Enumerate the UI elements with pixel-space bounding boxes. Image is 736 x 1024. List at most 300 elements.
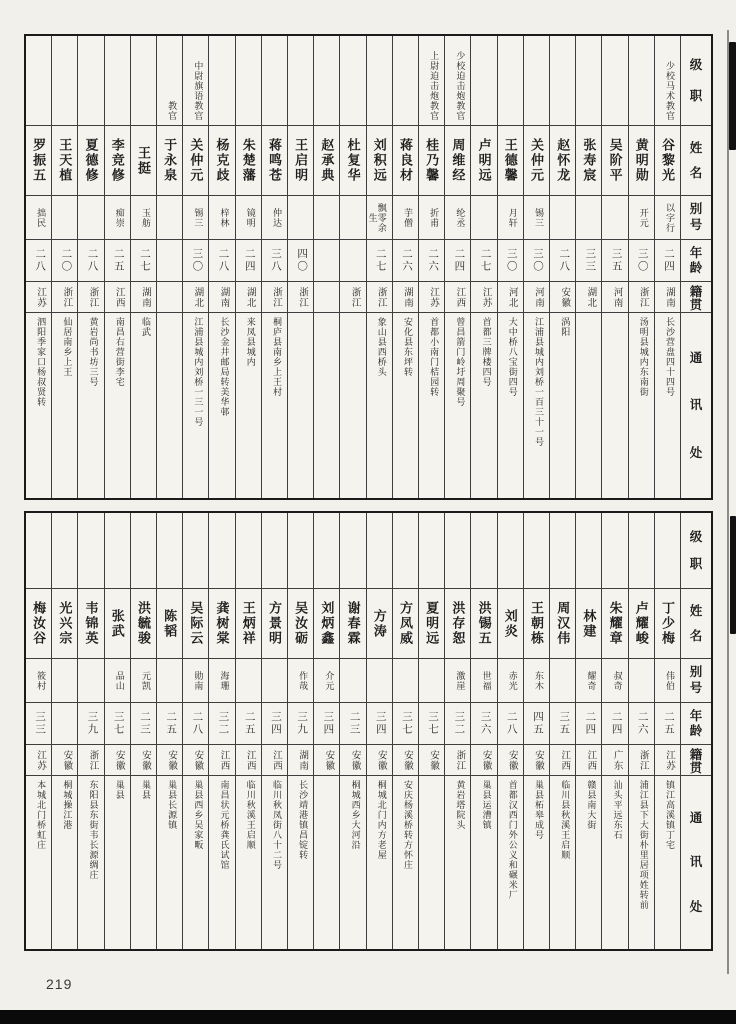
person-alias: 玉舫 bbox=[131, 196, 156, 240]
row-header-char: 级 bbox=[689, 530, 703, 544]
person-name: 关仲元 bbox=[524, 126, 549, 196]
person-age: 三八 bbox=[262, 240, 287, 282]
person-alias: 筱村 bbox=[26, 659, 51, 703]
person-rank bbox=[183, 513, 208, 589]
person-address: 南昌右营街李宅 bbox=[114, 317, 125, 387]
row-header-char: 号 bbox=[689, 218, 703, 233]
person-alias: 锡三 bbox=[524, 196, 549, 240]
person-age: 三〇 bbox=[498, 240, 523, 282]
person-age: 三〇 bbox=[524, 240, 549, 282]
row-header-name bbox=[681, 126, 711, 196]
person-address: 临川秋凤街八十二号 bbox=[271, 780, 282, 870]
person-alias bbox=[314, 196, 339, 240]
person-name: 朱耀章 bbox=[602, 589, 627, 659]
person-native: 安徽 bbox=[367, 745, 392, 776]
person-native: 湖南 bbox=[209, 282, 234, 313]
right-scan-mark-top bbox=[729, 42, 736, 150]
person-age: 三三 bbox=[26, 703, 51, 745]
person-column bbox=[26, 513, 51, 949]
person-native: 江苏 bbox=[26, 282, 51, 313]
person-alias: 勋南 bbox=[183, 659, 208, 703]
person-native: 江西 bbox=[236, 745, 261, 776]
person-rank bbox=[314, 513, 339, 589]
person-native: 浙江 bbox=[445, 745, 470, 776]
person-age: 二三 bbox=[131, 703, 156, 745]
person-age: 三五 bbox=[550, 703, 575, 745]
person-rank bbox=[236, 513, 261, 589]
person-column bbox=[26, 36, 51, 498]
person-rank bbox=[26, 36, 51, 126]
person-native: 河南 bbox=[524, 282, 549, 313]
row-header-char: 贯 bbox=[689, 297, 703, 312]
person-native: 浙江 bbox=[78, 745, 103, 776]
person-age: 二六 bbox=[419, 240, 444, 282]
person-column bbox=[287, 513, 313, 949]
row-header-char: 职 bbox=[689, 556, 703, 571]
person-native: 河南 bbox=[602, 282, 627, 313]
row-header-alias bbox=[681, 196, 711, 240]
person-alias: 品山 bbox=[105, 659, 130, 703]
person-column bbox=[77, 36, 103, 498]
person-column bbox=[601, 513, 627, 949]
person-address: 桐城西乡大河沿 bbox=[350, 780, 361, 850]
person-rank bbox=[498, 36, 523, 126]
person-address: 巢县柘皋成号 bbox=[533, 780, 544, 840]
person-rank bbox=[78, 36, 103, 126]
person-age: 二八 bbox=[183, 703, 208, 745]
person-address: 曾昌箭门岭圩周聚号 bbox=[455, 317, 466, 407]
person-rank: 上尉迫击炮教官 bbox=[419, 36, 444, 126]
person-column bbox=[287, 36, 313, 498]
person-age: 三〇 bbox=[629, 240, 654, 282]
row-header-column bbox=[680, 36, 711, 498]
person-name: 蒋鸣苍 bbox=[262, 126, 287, 196]
person-rank bbox=[550, 513, 575, 589]
person-name: 洪锡五 bbox=[471, 589, 496, 659]
right-scan-mark-middle bbox=[730, 516, 736, 634]
person-address: 巢县西乡吴家畈 bbox=[193, 780, 204, 850]
person-name: 张寿宸 bbox=[576, 126, 601, 196]
person-name: 韦锦英 bbox=[78, 589, 103, 659]
person-alias: 元凯 bbox=[131, 659, 156, 703]
person-native: 江西 bbox=[576, 745, 601, 776]
person-alias: 海珊 bbox=[209, 659, 234, 703]
person-address: 长沙营盘四十四号 bbox=[665, 317, 675, 397]
person-name: 李竞修 bbox=[105, 126, 130, 196]
row-header-address bbox=[681, 313, 711, 498]
person-alias bbox=[78, 659, 103, 703]
person-name: 陈韬 bbox=[157, 589, 182, 659]
person-column bbox=[261, 513, 287, 949]
person-rank bbox=[314, 36, 339, 126]
person-address bbox=[419, 776, 444, 949]
row-header-address bbox=[681, 776, 711, 949]
person-rank: 教官 bbox=[157, 36, 182, 126]
person-name: 杨克歧 bbox=[209, 126, 234, 196]
person-age: 三七 bbox=[105, 703, 130, 745]
person-age: 三九 bbox=[288, 703, 313, 745]
person-alias bbox=[393, 659, 418, 703]
person-rank bbox=[576, 513, 601, 589]
right-page-edge-artifact bbox=[727, 30, 729, 974]
person-alias: 激崖 bbox=[445, 659, 470, 703]
row-header-rank bbox=[681, 513, 711, 589]
person-address: 黄岩尚书坊三号 bbox=[88, 317, 99, 387]
row-header-char: 姓 bbox=[689, 141, 703, 155]
row-header-age bbox=[681, 240, 711, 282]
person-address: 本城北门桥虹庄 bbox=[36, 780, 47, 850]
person-rank bbox=[157, 513, 182, 589]
person-column bbox=[418, 36, 444, 498]
person-native: 江西 bbox=[550, 745, 575, 776]
person-name: 于永泉 bbox=[157, 126, 182, 196]
row-header-name bbox=[681, 589, 711, 659]
person-alias: 痴崇 bbox=[105, 196, 130, 240]
page-number: 219 bbox=[46, 976, 73, 992]
person-age: 二八 bbox=[209, 240, 234, 282]
person-alias bbox=[471, 196, 496, 240]
person-name: 吴际云 bbox=[183, 589, 208, 659]
person-native: 浙江 bbox=[288, 282, 313, 313]
person-alias bbox=[550, 196, 575, 240]
person-name: 王德馨 bbox=[498, 126, 523, 196]
person-native: 湖北 bbox=[576, 282, 601, 313]
person-column bbox=[130, 36, 156, 498]
person-age: 三九 bbox=[78, 703, 103, 745]
person-alias: 纶丞 bbox=[445, 196, 470, 240]
person-address: 首都小南门桔园转 bbox=[429, 317, 440, 397]
person-age: 三五 bbox=[602, 240, 627, 282]
person-rank bbox=[419, 513, 444, 589]
person-rank bbox=[105, 36, 130, 126]
row-header-char: 通 bbox=[689, 810, 703, 825]
person-rank bbox=[524, 513, 549, 589]
person-column bbox=[654, 513, 680, 949]
person-name: 梅汝谷 bbox=[26, 589, 51, 659]
person-native: 浙江 bbox=[629, 745, 654, 776]
person-name: 谷黎光 bbox=[655, 126, 680, 196]
person-native: 浙江 bbox=[340, 282, 365, 313]
person-native: 安徽 bbox=[340, 745, 365, 776]
person-age: 二四 bbox=[655, 240, 680, 282]
person-address bbox=[288, 313, 313, 498]
person-name: 洪存恕 bbox=[445, 589, 470, 659]
person-column bbox=[470, 36, 496, 498]
person-rank bbox=[629, 36, 654, 126]
person-address: 安化县东坪转 bbox=[402, 317, 413, 377]
person-rank bbox=[209, 36, 234, 126]
person-native: 安徽 bbox=[105, 745, 130, 776]
person-address: 汤明县城内东南街 bbox=[638, 317, 649, 397]
person-alias: 飘零余生 bbox=[367, 196, 392, 240]
person-age: 二七 bbox=[131, 240, 156, 282]
person-rank bbox=[471, 513, 496, 589]
person-alias: 东木 bbox=[524, 659, 549, 703]
person-address: 临川县秋溪王启顺 bbox=[560, 780, 571, 860]
person-address: 桐城操江港 bbox=[62, 780, 73, 830]
person-native: 安徽 bbox=[419, 745, 444, 776]
person-column bbox=[77, 513, 103, 949]
person-age bbox=[52, 703, 77, 745]
person-address: 仙居南乡上王 bbox=[62, 317, 73, 377]
person-alias bbox=[550, 659, 575, 703]
person-column bbox=[497, 513, 523, 949]
person-name: 周汉伟 bbox=[550, 589, 575, 659]
person-age: 二〇 bbox=[52, 240, 77, 282]
person-alias: 叔奇 bbox=[602, 659, 627, 703]
person-native: 湖南 bbox=[655, 282, 680, 313]
person-age: 二八 bbox=[498, 703, 523, 745]
person-rank bbox=[393, 513, 418, 589]
person-alias: 镜明 bbox=[236, 196, 261, 240]
roster-table-bottom bbox=[24, 511, 713, 951]
person-age: 三七 bbox=[419, 703, 444, 745]
row-header-char: 名 bbox=[689, 628, 703, 643]
person-alias: 耀奇 bbox=[576, 659, 601, 703]
person-rank bbox=[471, 36, 496, 126]
person-alias bbox=[157, 659, 182, 703]
person-address: 江浦县城内刘桥一百三十一号 bbox=[533, 317, 544, 447]
person-age: 三四 bbox=[262, 703, 287, 745]
row-header-char: 处 bbox=[689, 899, 703, 914]
row-header-char: 别 bbox=[689, 665, 703, 680]
person-rank bbox=[602, 36, 627, 126]
person-age: 三二 bbox=[445, 703, 470, 745]
row-header-rank bbox=[681, 36, 711, 126]
person-column bbox=[235, 513, 261, 949]
person-column bbox=[523, 513, 549, 949]
person-rank bbox=[498, 513, 523, 589]
person-column bbox=[601, 36, 627, 498]
row-header-char: 别 bbox=[689, 202, 703, 217]
person-rank bbox=[393, 36, 418, 126]
person-name: 刘炳鑫 bbox=[314, 589, 339, 659]
person-native: 浙江 bbox=[367, 282, 392, 313]
person-address: 巢县 bbox=[140, 780, 151, 800]
person-alias bbox=[629, 659, 654, 703]
person-column bbox=[444, 36, 470, 498]
person-column bbox=[51, 36, 77, 498]
person-rank bbox=[288, 513, 313, 589]
person-alias bbox=[157, 196, 182, 240]
person-native: 安徽 bbox=[157, 745, 182, 776]
person-age: 二五 bbox=[157, 703, 182, 745]
person-alias: 伟伯 bbox=[655, 659, 680, 703]
person-age: 二八 bbox=[78, 240, 103, 282]
person-column bbox=[549, 513, 575, 949]
person-native: 河北 bbox=[498, 282, 523, 313]
person-address: 巢县运漕镇 bbox=[481, 780, 492, 830]
person-column bbox=[366, 513, 392, 949]
person-address: 桐庐县南乡上王村 bbox=[271, 317, 282, 397]
person-column bbox=[654, 36, 680, 498]
person-name: 龚树棠 bbox=[209, 589, 234, 659]
person-column bbox=[392, 513, 418, 949]
person-age bbox=[157, 240, 182, 282]
person-rank bbox=[367, 36, 392, 126]
person-native: 安徽 bbox=[471, 745, 496, 776]
person-native bbox=[157, 282, 182, 313]
person-column bbox=[51, 513, 77, 949]
person-name: 林建 bbox=[576, 589, 601, 659]
person-rank bbox=[340, 36, 365, 126]
row-header-char: 名 bbox=[689, 165, 703, 180]
person-age bbox=[314, 240, 339, 282]
person-age bbox=[340, 240, 365, 282]
person-alias bbox=[288, 196, 313, 240]
person-age: 二七 bbox=[471, 240, 496, 282]
person-age: 二七 bbox=[367, 240, 392, 282]
person-name: 方凤威 bbox=[393, 589, 418, 659]
person-rank bbox=[262, 513, 287, 589]
person-alias: 仲达 bbox=[262, 196, 287, 240]
row-header-char: 龄 bbox=[689, 260, 703, 275]
person-native: 江西 bbox=[262, 745, 287, 776]
person-native: 江西 bbox=[209, 745, 234, 776]
row-header-char: 龄 bbox=[689, 723, 703, 738]
person-native: 湖北 bbox=[236, 282, 261, 313]
person-alias: 梓林 bbox=[209, 196, 234, 240]
person-rank bbox=[236, 36, 261, 126]
person-column bbox=[208, 513, 234, 949]
person-name: 罗振五 bbox=[26, 126, 51, 196]
person-alias bbox=[419, 659, 444, 703]
person-alias: 以字行 bbox=[655, 196, 680, 240]
person-age: 三六 bbox=[471, 703, 496, 745]
person-native: 江苏 bbox=[26, 745, 51, 776]
person-age: 二四 bbox=[445, 240, 470, 282]
person-column bbox=[182, 36, 208, 498]
person-address: 象山县西桥头 bbox=[376, 317, 387, 377]
person-address: 桐城北门内方老屋 bbox=[376, 780, 387, 860]
person-name: 吴汝砺 bbox=[288, 589, 313, 659]
person-name: 王挺 bbox=[131, 126, 156, 196]
person-native: 广东 bbox=[602, 745, 627, 776]
person-native: 安徽 bbox=[52, 745, 77, 776]
person-native: 江西 bbox=[105, 282, 130, 313]
person-address: 南昌状元桥龚氏试馆 bbox=[219, 780, 230, 870]
person-address: 赣县南大街 bbox=[586, 780, 597, 830]
person-age: 三四 bbox=[367, 703, 392, 745]
person-name: 夏德修 bbox=[78, 126, 103, 196]
row-header-char: 讯 bbox=[689, 398, 703, 413]
person-native: 浙江 bbox=[52, 282, 77, 313]
person-column bbox=[208, 36, 234, 498]
person-native: 浙江 bbox=[78, 282, 103, 313]
person-alias bbox=[78, 196, 103, 240]
person-alias bbox=[52, 196, 77, 240]
person-address: 汕头平远东石 bbox=[612, 780, 623, 840]
person-age: 二五 bbox=[105, 240, 130, 282]
person-native: 安徽 bbox=[550, 282, 575, 313]
person-column bbox=[235, 36, 261, 498]
person-age: 二八 bbox=[26, 240, 51, 282]
person-address: 涡阳 bbox=[560, 317, 571, 337]
person-alias bbox=[340, 659, 365, 703]
person-native bbox=[314, 282, 339, 313]
person-alias bbox=[602, 196, 627, 240]
person-name: 方涛 bbox=[367, 589, 392, 659]
person-address bbox=[576, 313, 601, 498]
person-rank bbox=[52, 513, 77, 589]
person-address bbox=[157, 313, 182, 498]
person-address: 安庆杨溪桥转方怀庄 bbox=[402, 780, 413, 870]
person-column bbox=[313, 36, 339, 498]
person-column bbox=[523, 36, 549, 498]
person-alias bbox=[262, 659, 287, 703]
person-name: 王炳祥 bbox=[236, 589, 261, 659]
person-address: 首都汉西门外公义和碾米厂 bbox=[507, 780, 518, 900]
person-rank bbox=[524, 36, 549, 126]
person-rank bbox=[52, 36, 77, 126]
person-age: 二四 bbox=[576, 703, 601, 745]
person-age: 二四 bbox=[236, 240, 261, 282]
person-alias: 拙民 bbox=[26, 196, 51, 240]
person-column bbox=[470, 513, 496, 949]
person-native: 安徽 bbox=[314, 745, 339, 776]
person-native: 湖南 bbox=[131, 282, 156, 313]
person-rank bbox=[340, 513, 365, 589]
row-header-char: 籍 bbox=[689, 748, 703, 762]
person-alias: 月轩 bbox=[498, 196, 523, 240]
person-alias bbox=[236, 659, 261, 703]
person-rank bbox=[26, 513, 51, 589]
person-rank bbox=[445, 513, 470, 589]
person-age: 三二 bbox=[209, 703, 234, 745]
person-address bbox=[340, 313, 365, 498]
person-name: 王天植 bbox=[52, 126, 77, 196]
person-native: 江苏 bbox=[419, 282, 444, 313]
person-rank bbox=[105, 513, 130, 589]
row-header-native bbox=[681, 282, 711, 313]
row-header-char: 处 bbox=[689, 445, 703, 460]
person-age: 四五 bbox=[524, 703, 549, 745]
person-name: 光兴宗 bbox=[52, 589, 77, 659]
person-column bbox=[575, 36, 601, 498]
person-name: 吴阶平 bbox=[602, 126, 627, 196]
person-age: 二五 bbox=[236, 703, 261, 745]
person-name: 谢春霖 bbox=[340, 589, 365, 659]
row-header-char: 职 bbox=[689, 88, 703, 103]
person-native: 湖南 bbox=[393, 282, 418, 313]
person-native: 浙江 bbox=[262, 282, 287, 313]
row-header-alias bbox=[681, 659, 711, 703]
person-alias bbox=[576, 196, 601, 240]
person-age: 二六 bbox=[629, 703, 654, 745]
person-native: 安徽 bbox=[183, 745, 208, 776]
person-rank bbox=[576, 36, 601, 126]
row-header-char: 年 bbox=[689, 708, 703, 723]
person-age: 二四 bbox=[602, 703, 627, 745]
bottom-scan-bar bbox=[0, 1010, 736, 1024]
person-name: 卢耀峻 bbox=[629, 589, 654, 659]
person-name: 周维经 bbox=[445, 126, 470, 196]
person-column bbox=[104, 513, 130, 949]
person-native: 湖南 bbox=[288, 745, 313, 776]
person-name: 丁少梅 bbox=[655, 589, 680, 659]
row-header-char: 通 bbox=[689, 350, 703, 365]
person-address bbox=[314, 313, 339, 498]
person-rank: 中尉旗语教官 bbox=[183, 36, 208, 126]
person-column bbox=[497, 36, 523, 498]
person-address: 临武 bbox=[140, 317, 151, 337]
person-column bbox=[339, 513, 365, 949]
person-native: 安徽 bbox=[131, 745, 156, 776]
row-header-native bbox=[681, 745, 711, 776]
person-name: 蒋良材 bbox=[393, 126, 418, 196]
person-column bbox=[156, 513, 182, 949]
person-alias: 锡三 bbox=[183, 196, 208, 240]
